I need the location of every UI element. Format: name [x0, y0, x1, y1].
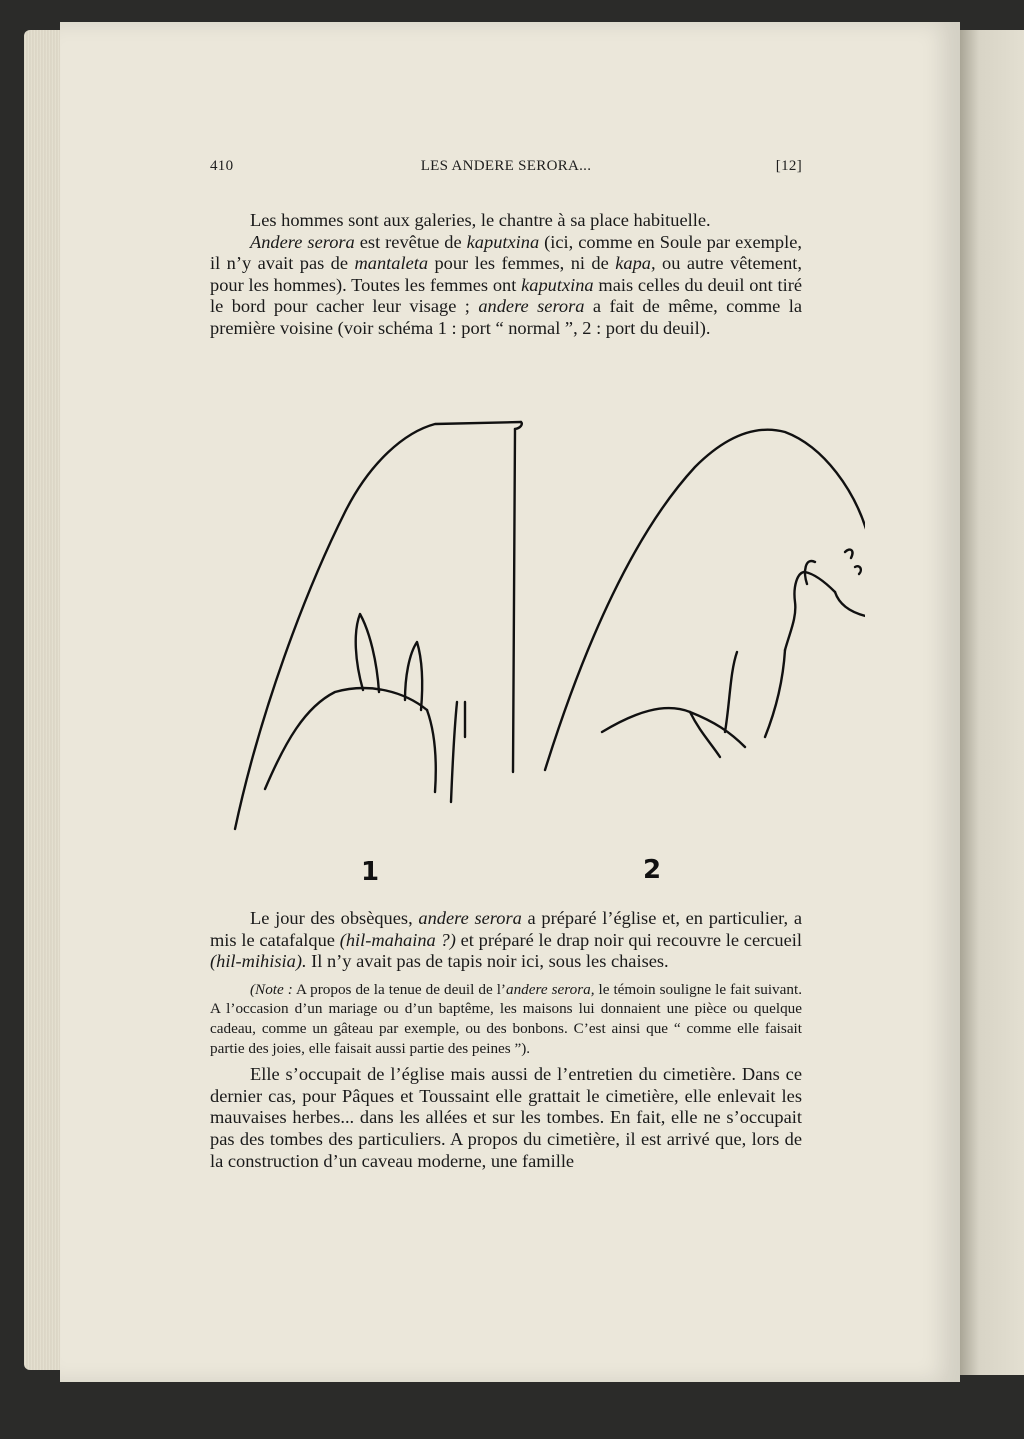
running-title: LES ANDERE SERORA... — [420, 158, 592, 174]
italic-text-run: (hil-mihisia). — [210, 951, 307, 972]
italic-text-run: (hil-mahaina ?) — [339, 929, 456, 950]
italic-text-run: Andere serora — [250, 231, 355, 252]
text-block-top — [210, 210, 802, 340]
page-number: 410 — [210, 158, 234, 174]
text-run: a préparé l’église et, en particulier, a mis le catafalque — [210, 908, 803, 950]
italic-text-run: kaputxina — [466, 231, 540, 252]
text-run: (ici, comme en Soule par exemple, il n’y avait pas de — [210, 231, 802, 274]
italic-text-run: mantaleta — [354, 253, 429, 274]
text-run: le témoin souligne le fait suivant. A l’occasion d’un mariage ou d’un baptême, les maisons lui donnaient une pièce ou quelque cadeau, comme un gâteau par exemple, ou des bonbons. C’est ainsi que “ comme elle faisait partie des joies, elle faisait aussi partie des peines ”). — [210, 980, 802, 1057]
text-run: Il n’y avait pas de tapis noir ici, sous les chaises. — [306, 951, 669, 972]
text-run: et préparé le drap noir qui recouvre le cercueil — [455, 929, 802, 950]
paragraph-funeral — [210, 908, 802, 973]
figure-2-mourning-hood — [545, 430, 865, 770]
paragraph-note — [210, 980, 802, 1058]
text-run: a fait de même, comme la première voisine (voir schéma 1 : port “ normal ”, 2 : port du deuil). — [210, 296, 802, 338]
paragraph-kaputxina — [210, 232, 802, 340]
text-run: mais celles du deuil ont tiré le bord pour cacher leur visage ; — [210, 274, 802, 317]
italic-text-run: andere serora — [478, 296, 585, 317]
facing-page-edge — [960, 30, 1024, 1375]
paragraph-galleries: Les hommes sont aux galeries, le chantre à sa place habituelle. — [250, 210, 711, 230]
text-run: ou autre vêtement, pour les hommes). Toutes les femmes ont — [210, 253, 802, 295]
text-run: A propos de la tenue de deuil de l’ — [292, 980, 506, 998]
text-run: Le jour des obsèques, — [250, 908, 419, 928]
italic-text-run: (Note : — [250, 980, 293, 998]
text-run: est revêtue de — [354, 231, 467, 252]
figure-label-1: 1 — [361, 857, 380, 887]
figure-label-2: 2 — [643, 855, 662, 885]
italic-text-run: andere serora — [418, 908, 522, 928]
text-run: pour les femmes, ni de — [428, 253, 616, 274]
hooded-figures-sketch — [165, 392, 865, 892]
section-number: [12] — [775, 158, 802, 174]
paragraph-cemetery: Elle s’occupait de l’église mais aussi de l’entretien du cimetière. Dans ce dernier cas, pour Pâques et Toussaint elle grattait le cimetière, elle enlevait les mauvaises herbes... dans les allées et sur les tombes. En fait, elle ne s’occupait pas des tombes des particuliers. A propos du cimetière, il est arrivé que, lors de la construction d’un caveau moderne, une famille — [210, 1064, 802, 1171]
italic-text-run: kapa, — [615, 253, 656, 274]
figure-1-normal-hood — [235, 422, 522, 829]
text-block-bottom — [210, 908, 802, 1172]
italic-text-run: kaputxina — [521, 274, 594, 295]
italic-text-run: andere serora, — [505, 980, 595, 998]
